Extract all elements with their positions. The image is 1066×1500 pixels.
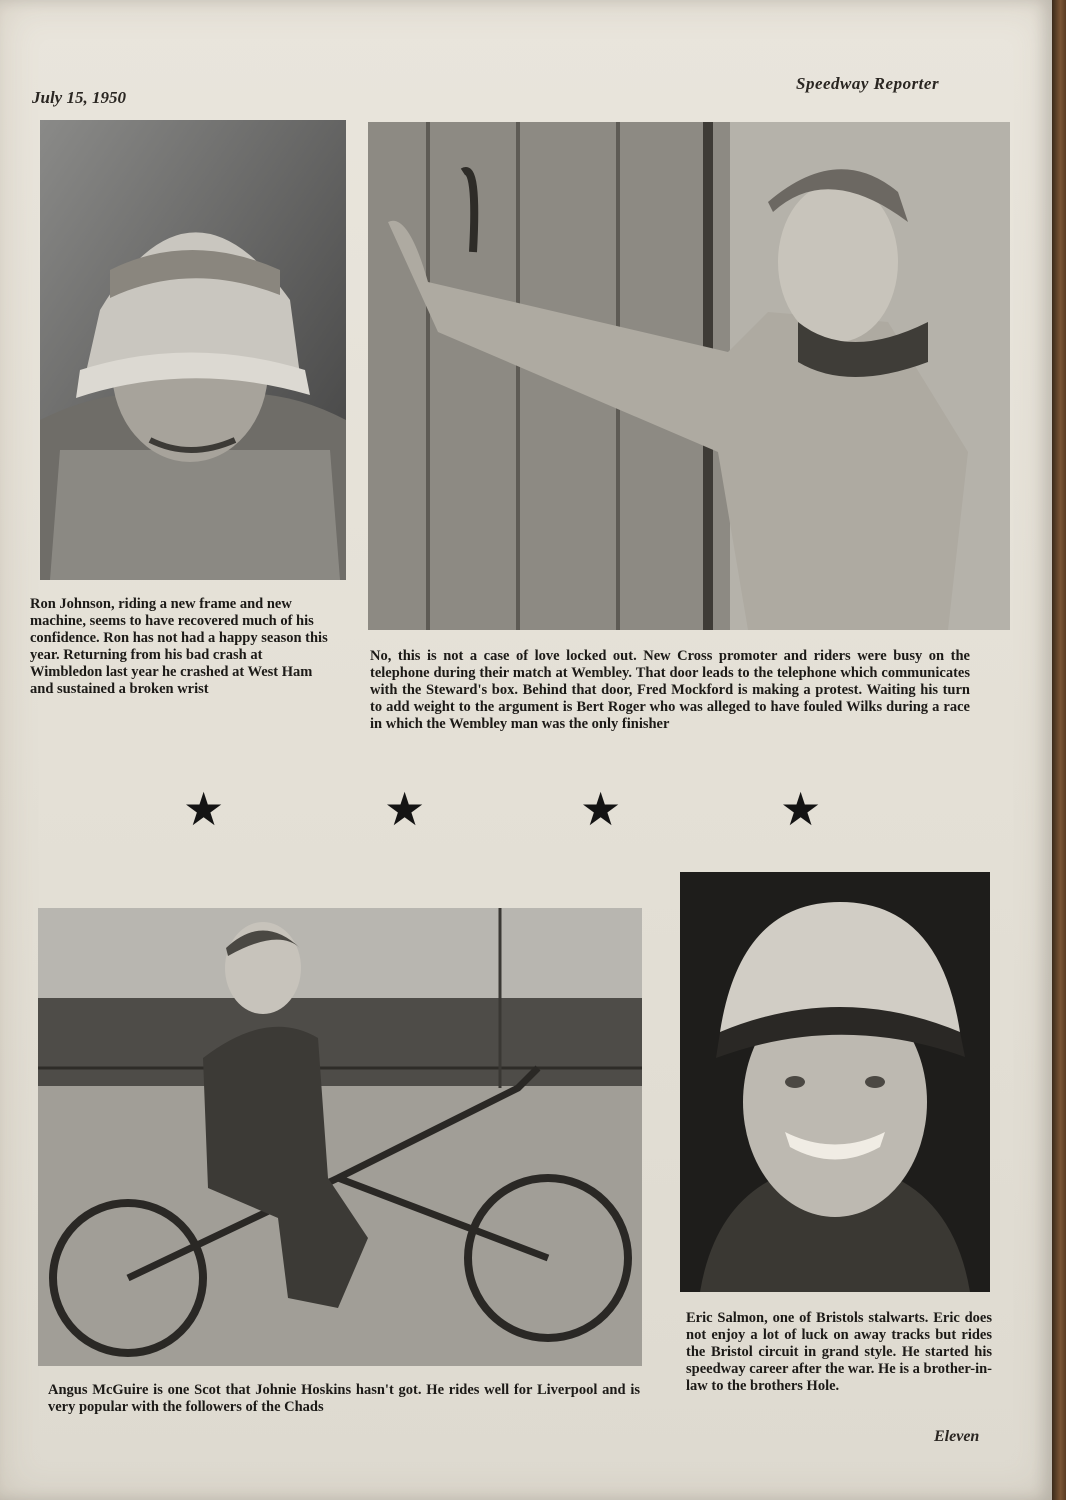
caption-love-locked-out: No, this is not a case of love locked out. New Cross promoter and riders were busy on the telephone during their match at Wembley. That door leads to the telephone which communicates with the Steward's box. Behind that door, Fred Mockford is making a protest. Waiting his turn to add weight to the argument is Bert Roger who was alleged to have fouled Wilks during a race in which the Wembley man was the only finisher [370,648,970,732]
caption-eric-salmon: Eric Salmon, one of Bristols stalwarts. Eric does not enjoy a lot of luck on away tracks but rides the Bristol circuit in grand style. He started his speedway career after the war. He is a brother-in-law to the brothers Hole. [686,1310,992,1394]
divider-star-icon: ★ [384,784,426,835]
caption-ron-johnson: Ron Johnson, riding a new frame and new machine, seems to have recovered much of his confidence. Ron has not had a happy season this year. Returning from his bad crash at Wimbledon last year he crashed at West Ham and sustained a broken wrist [30,596,328,697]
photo-rider-at-door [368,122,1010,630]
star-divider [0,780,1052,840]
divider-star-icon: ★ [780,784,822,835]
divider-star-icon: ★ [580,784,622,835]
photo-ron-johnson [40,120,346,580]
caption-angus-mcguire: Angus McGuire is one Scot that Johnie Hoskins hasn't got. He rides well for Liverpool and is very popular with the followers of the Chads [48,1382,640,1415]
issue-date: July 15, 1950 [32,88,126,107]
page-number: Eleven [934,1428,980,1445]
publication-title: Speedway Reporter [796,74,940,93]
photo-angus-mcguire [38,908,642,1366]
photo-eric-salmon [680,872,990,1292]
binding-spine [1052,0,1066,1500]
divider-star-icon: ★ [183,784,225,835]
